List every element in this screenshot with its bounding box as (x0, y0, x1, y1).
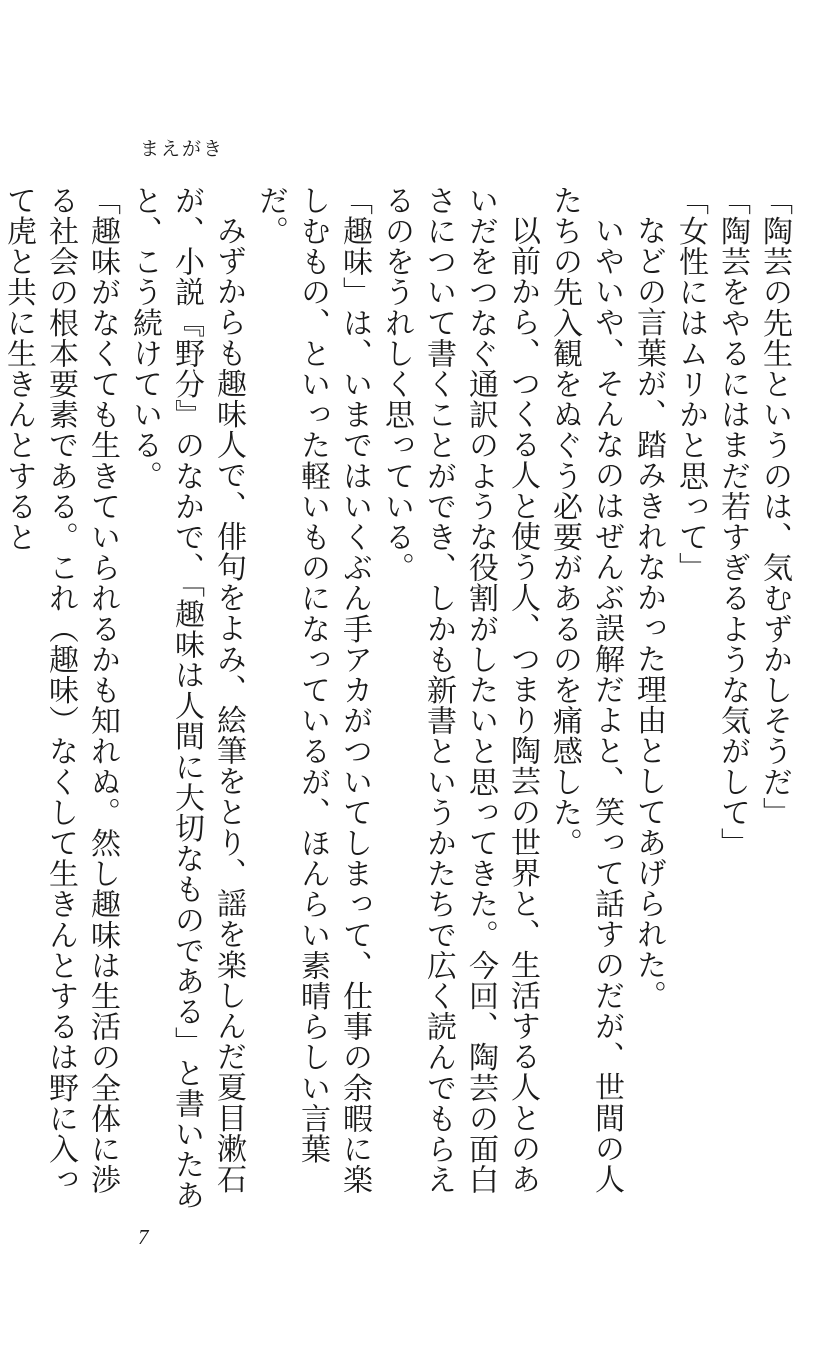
paragraph: 「女性にはムリかと思って」 (673, 185, 708, 583)
paragraph: などの言葉が、踏みきれなかった理由としてあげられた。 (631, 215, 666, 1011)
paragraph: 「陶芸の先生というのは、気むずかしそうだ」 (757, 185, 792, 828)
page-number: 7 (138, 1225, 149, 1249)
paragraph: 以前から、つくる人と使う人、つまり陶芸の世界と、生活する人とのあいだをつなぐ通訳のような役割がしたいと思ってきた。今回、陶芸の面白さについて書くことができ、しかも新書というかたちで広く読んでもらえるのをうれしく思っている。 (379, 185, 540, 1195)
body-text (1, 185, 795, 1215)
paragraph: 「趣味がなくても生きていられるかも知れぬ。然し趣味は生活の全体に渉る社会の根本要素である。これ（趣味）なくして生きんとするは野に入って虎と共に生きんとすると (1, 185, 120, 1195)
paragraph: いやいや、そんなのはぜんぶ誤解だよと、笑って話すのだが、世間の人たちの先入観をぬぐう必要があるのを痛感した。 (547, 185, 624, 1195)
running-header: まえがき (140, 138, 225, 160)
paragraph: みずからも趣味人で、俳句をよみ、絵筆をとり、謡を楽しんだ夏目漱石が、小説『野分』のなかで、「趣味は人間に大切なものである」と書いたあと、こう続けている。 (127, 185, 246, 1211)
paragraph: 「趣味」は、いまではいくぶん手アカがついてしまって、仕事の余暇に楽しむもの、といった軽いものになっているが、ほんらい素晴らしい言葉だ。 (253, 185, 372, 1195)
paragraph: 「陶芸をやるにはまだ若すぎるような気がして」 (715, 185, 750, 859)
